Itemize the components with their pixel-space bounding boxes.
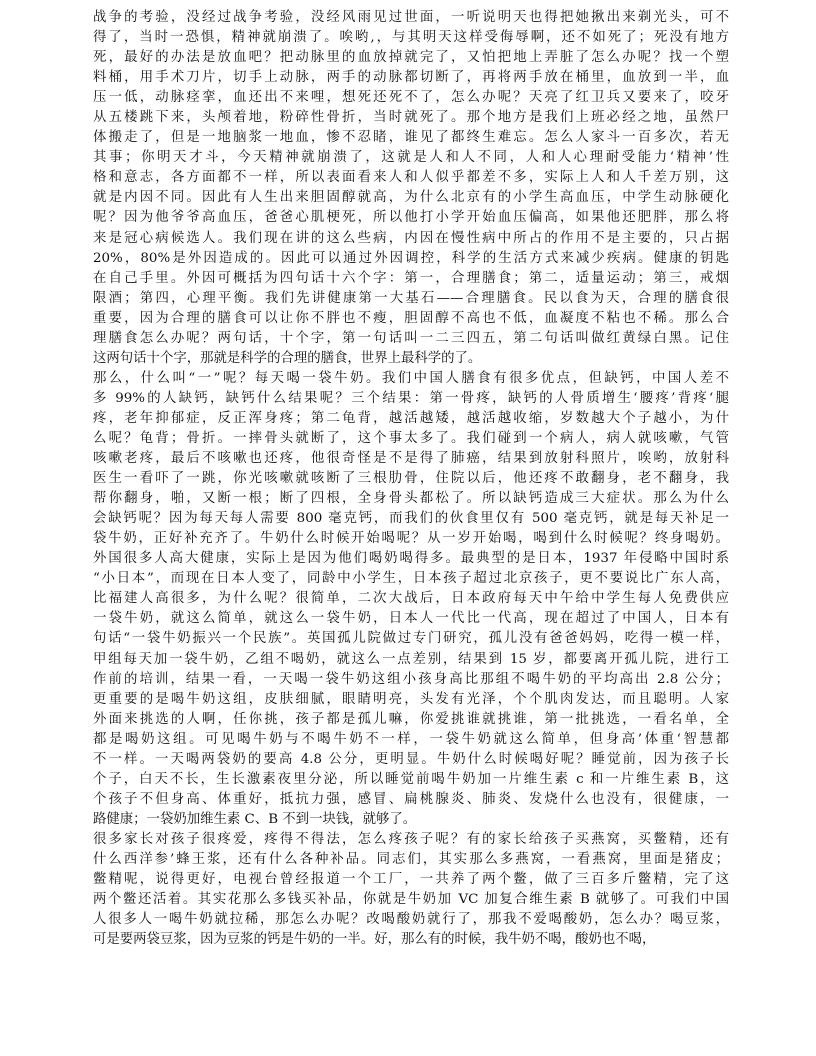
text-line: 重要，因为合理的膳食可以让你不胖也不瘦，胆固醇不高也不低，血凝度不粘也不稀。那么合 <box>93 310 729 326</box>
text-line: 料桶，用手术刀片，切手上动脉，两手的动脉都切断了，再将两手放在桶里，血放到一半，血 <box>93 70 729 86</box>
text-line: 20%，80%是外因造成的。因此可以通过外因调控，科学的生活方式来减少疾病。健康的钥匙 <box>93 250 729 266</box>
paragraph-1 <box>93 8 729 369</box>
text-line: 外面来挑选的人啊，任你挑，孩子都是孤儿嘛，你爱挑谁就挑谁，第一批挑选，一看名单，全 <box>93 711 729 727</box>
text-line: 帮你翻身，啪，又断一根；断了四根，全身骨头都松了。所以缺钙造成三大症状。那么为什么 <box>93 491 729 507</box>
text-line: 个孩子不但身高、体重好，抵抗力强，感冒、扁桃腺炎、肺炎、发烧什么也没有，很健康，一 <box>93 791 729 807</box>
text-line: 人很多人一喝牛奶就拉稀，那怎么办呢？改喝酸奶就行了，那我不爱喝酸奶，怎么办？喝豆浆， <box>93 912 729 928</box>
text-line: 医生一看吓了一跳，你光咳嗽就咳断了三根肋骨，住院以后，他还疼不敢翻身，老不翻身，我 <box>93 471 729 487</box>
document-page <box>93 8 729 950</box>
text-line: 多 99%的人缺钙，缺钙什么结果呢？三个结果：第一骨疼，缺钙的人骨质增生‘腰疼’背疼‘腿 <box>93 390 729 406</box>
text-line: 体搬走了，但是一地脑浆一地血，惨不忍睹，谁见了都终生难忘。怎么人家斗一百多次，若无 <box>93 130 729 146</box>
text-line: 那么，什么叫“一”呢？每天喝一袋牛奶。我们中国人膳食有很多优点，但缺钙，中国人差不 <box>93 370 729 386</box>
text-line: 都是喝奶这组。可见喝牛奶与不喝牛奶不一样，一袋牛奶就这么简单，但身高’体重‘智慧都 <box>93 731 729 747</box>
text-line: 不一样。一天喝两袋奶的要高 4.8 公分，更明显。牛奶什么时候喝好呢？睡觉前，因为孩子长 <box>93 751 729 767</box>
text-line: 会缺钙呢？因为每天每人需要 800 毫克钙，而我们的伙食里仅有 500 毫克钙，就是每天补足一 <box>93 511 729 527</box>
text-line: 外国很多人高大健康，实际上是因为他们喝奶喝得多。最典型的是日本，1937 年侵略中国时系 <box>93 551 729 567</box>
text-line: 路健康；一袋奶加维生素 C、B 不到一块钱，就够了。 <box>93 811 417 827</box>
text-line: 可是要两袋豆浆，因为豆浆的钙是牛奶的一半。好，那么有的时候，我牛奶不喝，酸奶也不喝， <box>93 932 656 948</box>
text-line: 两个鳖还活着。其实花那么多钱买补品，你就是牛奶加 VC 加复合维生素 B 就够了。可我们中国 <box>93 892 729 908</box>
text-line: 很多家长对孩子很疼爱，疼得不得法，怎么疼孩子呢？有的家长给孩子买燕窝，买鳖精，还有 <box>93 831 729 847</box>
text-line: 这两句话十个字，那就是科学的合理的膳食，世界上最科学的了。 <box>93 350 482 366</box>
text-line: 格和意志，各方面都不一样，所以表面看来人和人似乎都差不多，实际上人和人千差万别，这 <box>93 170 729 186</box>
text-line: 死，最好的办法是放血吧？把动脉里的血放掉就完了，又怕把地上弄脏了怎么办呢？找一个塑 <box>93 50 729 66</box>
paragraph-3 <box>93 830 729 950</box>
text-line: “小日本”，而现在日本人变了，同龄中小学生，日本孩子超过北京孩子，更不要说比广东人高， <box>93 571 729 587</box>
text-line: 从五楼跳下来，头颅着地，粉碎性骨折，当时就死了。那个地方是我们上班必经之地，虽然尸 <box>93 110 729 126</box>
text-line: 袋牛奶，正好补充齐了。牛奶什么时候开始喝呢？从一岁开始喝，喝到什么时候呢？终身喝奶。 <box>93 531 729 547</box>
text-line: 来是冠心病候选人。我们现在讲的这么些病，内因在慢性病中所占的作用不是主要的，只占据 <box>93 230 729 246</box>
text-line: 理膳食怎么办呢？两句话，十个字，第一句话叫一二三四五，第二句话叫做红黄绿白黑。记住 <box>93 330 729 346</box>
text-line: 一袋牛奶，就这么简单，就这么一袋牛奶，日本人一代比一代高，现在超过了中国人，日本有 <box>93 611 729 627</box>
text-line: 其事；你明天才斗，今天精神就崩溃了，这就是人和人不同，人和人心理耐受能力‘精神’性 <box>93 150 729 166</box>
text-line: 战争的考验，没经过战争考验，没经风雨见过世面，一听说明天也得把她揪出来剃光头，可不 <box>93 10 729 25</box>
text-line: 鳖精呢，说得更好，电视台曾经报道一个工厂，一共养了两个鳖，做了三百多斤鳖精，完了这 <box>93 872 729 888</box>
text-line: 就是内因不同。因此有人生出来胆固醇就高，为什么北京有的小学生高血压，中学生动脉硬化 <box>93 190 729 206</box>
text-line: 比福建人高很多，为什么呢？很简单，二次大战后，日本政府每天中午给中学生每人免费供应 <box>93 591 729 607</box>
text-line: 作前的培训，结果一看，一天喝一袋牛奶这组小孩身高比那组不喝牛奶的平均高出 2.8 公分； <box>93 671 729 687</box>
text-line: 压一低，动脉痉挛，血还出不来哩，想死还死不了，怎么办呢？天亮了红卫兵又要来了，咬牙 <box>93 90 729 106</box>
text-line: 甲组每天加一袋牛奶，乙组不喝奶，就这么一点差别，结果到 15 岁，都要离开孤儿院，进行工 <box>93 651 729 667</box>
text-line: 么呢？龟背；骨折。一摔骨头就断了，这个事太多了。我们碰到一个病人，病人就咳嗽，气管 <box>93 430 729 446</box>
text-line: 句话“一袋牛奶振兴一个民族”。英国孤儿院做过专门研究，孤儿没有爸爸妈妈，吃得一模一样， <box>93 631 729 647</box>
text-line: 得了，当时一恐惧，精神就崩溃了。唉哟,，与其明天这样受侮辱啊，还不如死了；死没有地方 <box>93 30 729 46</box>
text-line: 疼，老年抑郁症，反正浑身疼；第二龟背，越活越矮，越活越收缩，岁数越大个子越小，为什 <box>93 410 729 426</box>
text-line: 限酒；第四，心理平衡。我们先讲健康第一大基石——合理膳食。民以食为天，合理的膳食很 <box>93 290 729 306</box>
text-line: 咳嗽老疼，最后不咳嗽也还疼，他很奇怪是不是得了肺癌，结果到放射科照片，唉哟，放射科 <box>93 451 729 467</box>
paragraph-2 <box>93 369 729 830</box>
text-line: 更重要的是喝牛奶这组，皮肤细腻，眼睛明亮，头发有光泽，个个肌肉发达，而且聪明。人家 <box>93 691 729 707</box>
text-line: 在自己手里。外因可概括为四句话十六个字：第一，合理膳食；第二，适量运动；第三，戒烟 <box>93 270 729 286</box>
text-line: 什么西洋参’蜂王浆，还有什么各种补品。同志们，其实那么多燕窝，一看燕窝，里面是猪皮； <box>93 851 729 867</box>
text-line: 呢？因为他爷爷高血压，爸爸心肌梗死，所以他打小学开始血压偏高，如果他还肥胖，那么将 <box>93 210 729 226</box>
text-line: 个子，白天不长，生长激素夜里分泌，所以睡觉前喝牛奶加一片维生素 c 和一片维生素 B，这 <box>93 771 729 787</box>
